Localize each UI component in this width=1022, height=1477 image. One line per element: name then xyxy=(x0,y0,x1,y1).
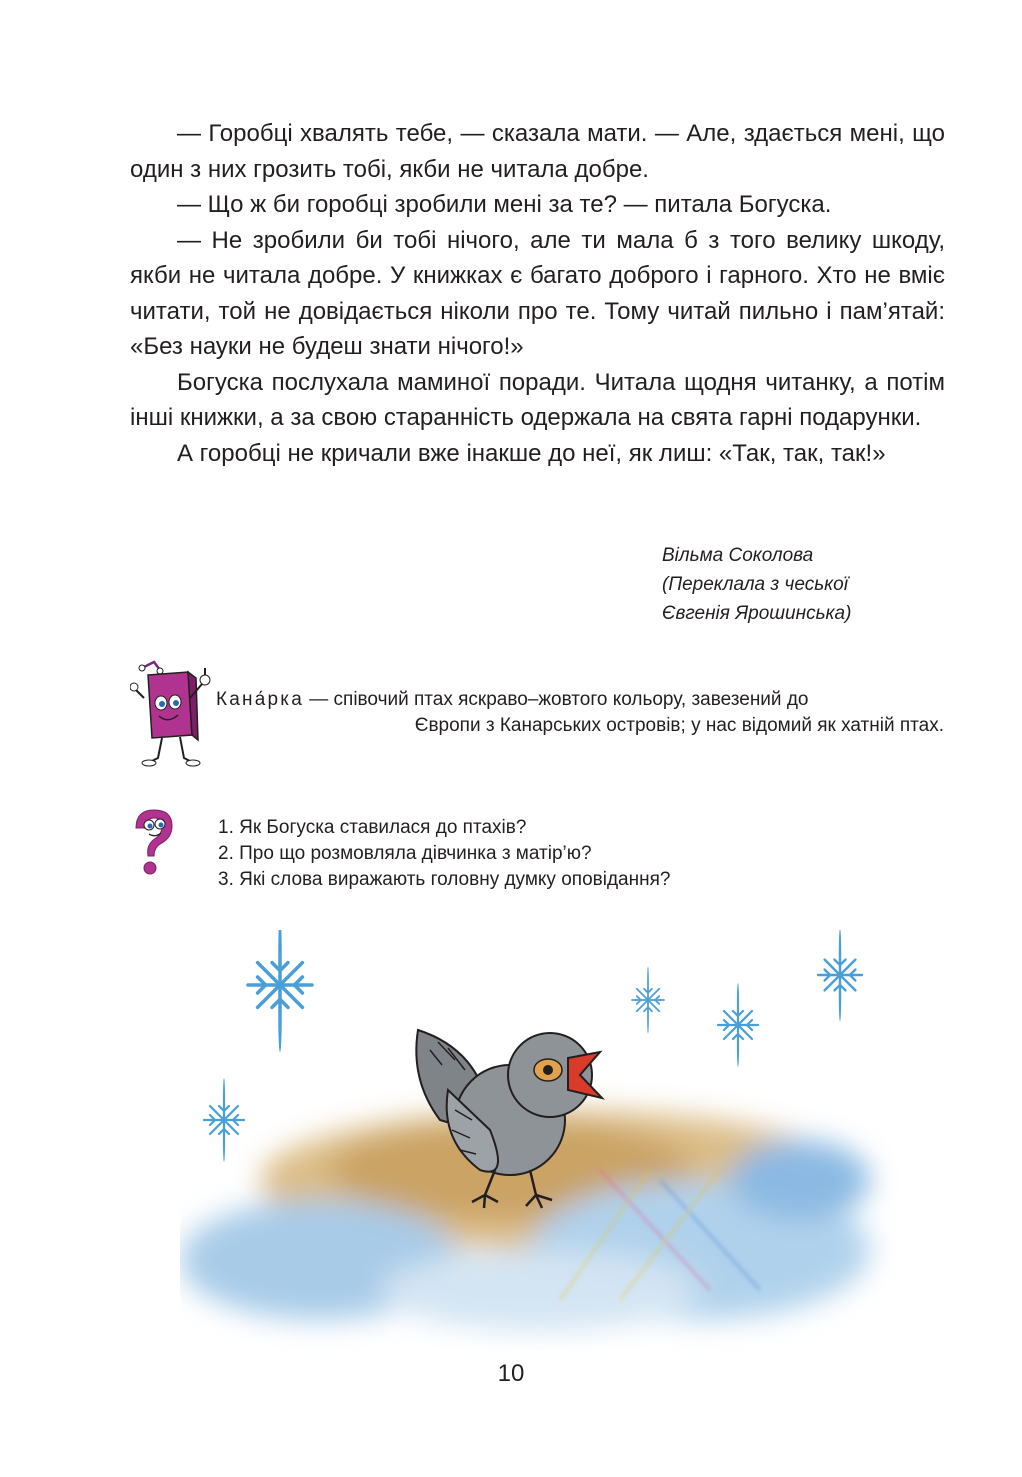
story-paragraph: А горобці не кричали вже інакше до неї, як лиш: «Так, так, так!» xyxy=(177,439,886,467)
story-paragraph: — Що ж би горобці зробили мені за те? — питала Богуска. xyxy=(177,191,832,218)
glossary-entry xyxy=(216,688,946,712)
translator-line: Євгенія Ярошинська) xyxy=(662,603,852,624)
question-item: 1. Як Богуска ставилася до птахів? xyxy=(218,817,527,838)
story-paragraph: Богуска послухала маминої поради. Читала щодня читанку, а потім інші книжки, а за свою старанність одержала на свята гарні подарунки. xyxy=(130,368,945,431)
glossary-definition: — співочий птах яскраво–жовтого кольору, завезений до xyxy=(303,689,809,710)
sparrow-illustration xyxy=(180,930,900,1350)
translator-line: (Переклала з чеської xyxy=(662,574,848,595)
question-item: 2. Про що розмовляла дівчинка з матір’ю? xyxy=(218,843,592,864)
story-paragraph: — Горобці хвалять тебе, — сказала мати. — Але, здається мені, що один з них грозить тобі, якби не читала добре. xyxy=(130,120,945,183)
question-mark-character-icon xyxy=(128,808,176,878)
story-paragraph: — Не зробили би тобі нічого, але ти мала б з того велику шкоду, якби не читала добре. У книжках є багато доброго і гарного. Хто не вміє читати, той не довідається ніколи про те. Тому читай пильно і пам’ятай: «Без науки не будеш знати нічого!» xyxy=(130,226,945,360)
question-item: 3. Які слова виражають головну думку оповідання? xyxy=(218,869,671,890)
glossary-term: Кана́рка xyxy=(216,689,304,710)
glossary-definition-continued: Європи з Канарських островів; у нас відомий як хатній птах. xyxy=(414,715,944,736)
page-number: 10 xyxy=(497,1360,525,1387)
author-name: Вільма Соколова xyxy=(662,545,814,566)
book-character-icon xyxy=(130,660,220,770)
attribution xyxy=(662,541,851,628)
story-text xyxy=(130,116,945,471)
questions-list xyxy=(218,815,670,893)
